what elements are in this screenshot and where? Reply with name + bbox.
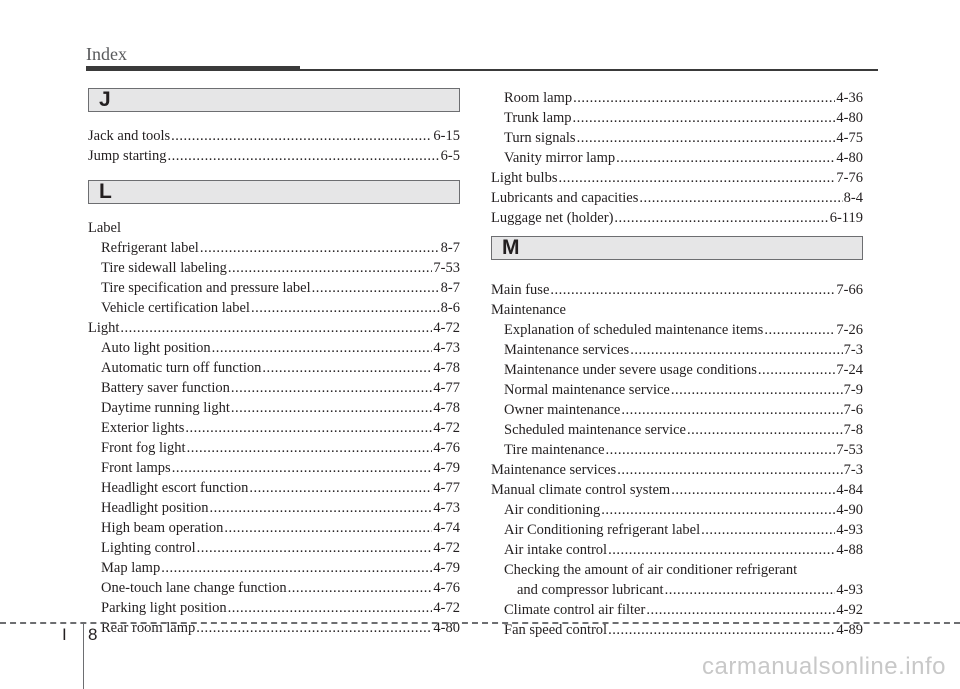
- index-entry: [491, 300, 863, 320]
- entry-label: Explanation of scheduled maintenance items: [504, 322, 764, 338]
- index-entry: [491, 540, 863, 560]
- dot-leader: [288, 578, 433, 598]
- dot-leader: [601, 500, 835, 520]
- section-letter: L: [99, 180, 112, 203]
- entry-label: Room lamp: [504, 90, 573, 106]
- entry-label: Parking light position: [101, 600, 227, 616]
- entry-label: Air intake control: [504, 542, 608, 558]
- index-entry: [491, 460, 863, 480]
- entry-label: Vehicle certification label: [101, 300, 250, 316]
- index-entry: [88, 318, 460, 338]
- entry-page: 4-76: [433, 440, 460, 456]
- index-entry: [88, 478, 460, 498]
- entry-page: 4-75: [836, 130, 863, 146]
- index-entry: [88, 358, 460, 378]
- dot-leader: [558, 168, 835, 188]
- index-entry: [491, 88, 863, 108]
- entry-page: 4-36: [836, 90, 863, 106]
- entry-label: Light: [88, 320, 120, 336]
- index-column-left: [88, 88, 460, 638]
- entry-label: Auto light position: [101, 340, 211, 356]
- dot-leader: [671, 380, 843, 400]
- dot-leader: [249, 478, 432, 498]
- entry-page: 4-93: [836, 582, 863, 598]
- entry-page: 4-74: [433, 520, 460, 536]
- entry-label: Headlight escort function: [101, 480, 249, 496]
- entry-label: Turn signals: [504, 130, 576, 146]
- entry-page: 4-90: [836, 502, 863, 518]
- index-entry: [88, 398, 460, 418]
- dot-leader: [187, 438, 433, 458]
- entry-page: 4-93: [836, 522, 863, 538]
- dot-leader: [665, 580, 836, 600]
- dot-leader: [200, 238, 440, 258]
- index-entry: [88, 238, 460, 258]
- entry-page: 7-76: [836, 170, 863, 186]
- entry-page: 7-24: [836, 362, 863, 378]
- entry-page: 7-8: [843, 422, 863, 438]
- dot-leader: [171, 126, 432, 146]
- dot-leader: [161, 558, 432, 578]
- entry-label: Map lamp: [101, 560, 161, 576]
- entry-label: Maintenance services: [491, 462, 617, 478]
- index-entry: [88, 126, 460, 146]
- entry-page: 4-80: [836, 150, 863, 166]
- entry-page: 4-79: [433, 460, 460, 476]
- entry-label: Vanity mirror lamp: [504, 150, 616, 166]
- index-entry: [491, 108, 863, 128]
- dot-leader: [577, 128, 836, 148]
- entry-page: 7-53: [836, 442, 863, 458]
- entry-label: Label: [88, 220, 122, 236]
- dot-leader: [671, 480, 835, 500]
- index-entry: [88, 218, 460, 238]
- index-entry: [491, 520, 863, 540]
- index-entry: [491, 400, 863, 420]
- entry-page: 8-7: [440, 280, 460, 296]
- dot-leader: [606, 440, 836, 460]
- section-letter: M: [502, 236, 520, 259]
- section-entries-m: [491, 280, 863, 640]
- entry-page: 8-7: [440, 240, 460, 256]
- entry-label: Maintenance: [491, 302, 566, 318]
- index-entry: [491, 380, 863, 400]
- index-entry: [491, 580, 863, 600]
- entry-label: Lubricants and capacities: [491, 190, 639, 206]
- entry-label: Front lamps: [101, 460, 171, 476]
- index-entry: [491, 128, 863, 148]
- entry-page: 7-3: [843, 342, 863, 358]
- dot-leader: [550, 280, 835, 300]
- dot-leader: [228, 598, 433, 618]
- watermark-text: carmanualsonline.info: [702, 653, 946, 680]
- footer-page-number: 8: [88, 625, 98, 644]
- entry-label: Manual climate control system: [491, 482, 671, 498]
- entry-page: 4-72: [433, 420, 460, 436]
- dot-leader: [231, 378, 433, 398]
- entry-page: 4-72: [433, 320, 460, 336]
- section-header-m: [491, 236, 863, 260]
- entry-label: Luggage net (holder): [491, 210, 614, 226]
- dot-leader: [196, 618, 432, 638]
- index-entry: [88, 578, 460, 598]
- section-entries-l: [88, 218, 460, 638]
- dot-leader: [608, 540, 835, 560]
- section-entries-j: [88, 126, 460, 166]
- entry-label: Owner maintenance: [504, 402, 621, 418]
- dot-leader: [120, 318, 432, 338]
- entry-label: Jack and tools: [88, 128, 171, 144]
- entry-label: Tire specification and pressure label: [101, 280, 311, 296]
- index-entry: [491, 420, 863, 440]
- entry-page: 6-119: [829, 210, 863, 226]
- entry-label: One-touch lane change function: [101, 580, 287, 596]
- footer-divider: [83, 622, 84, 689]
- entry-label: Daytime running light: [101, 400, 230, 416]
- entry-page: 7-53: [433, 260, 460, 276]
- entry-label: Tire maintenance: [504, 442, 605, 458]
- index-entry: [88, 258, 460, 278]
- section-letter: J: [99, 88, 111, 111]
- index-entry: [88, 146, 460, 166]
- dot-leader: [573, 88, 835, 108]
- entry-page: 7-9: [843, 382, 863, 398]
- entry-page: 4-76: [433, 580, 460, 596]
- entry-page: 4-84: [836, 482, 863, 498]
- entry-page: 6-5: [440, 148, 460, 164]
- dot-leader: [168, 146, 440, 166]
- dot-leader: [212, 338, 433, 358]
- index-entry: [88, 518, 460, 538]
- index-entry: [491, 500, 863, 520]
- entry-label: Exterior lights: [101, 420, 185, 436]
- entry-label: Rear room lamp: [101, 620, 196, 636]
- dot-leader: [614, 208, 828, 228]
- dot-leader: [210, 498, 433, 518]
- section-entries-l-continued: [491, 88, 863, 228]
- index-entry: [88, 418, 460, 438]
- entry-page: 8-6: [440, 300, 460, 316]
- entry-page: 4-78: [433, 400, 460, 416]
- dot-leader: [172, 458, 433, 478]
- entry-label: Air conditioning: [504, 502, 601, 518]
- dot-leader: [687, 420, 843, 440]
- dot-leader: [630, 340, 842, 360]
- dot-leader: [312, 278, 440, 298]
- entry-label: Light bulbs: [491, 170, 558, 186]
- index-entry: [491, 480, 863, 500]
- entry-page: 6-15: [433, 128, 460, 144]
- dot-leader: [262, 358, 432, 378]
- entry-label: Fan speed control: [504, 622, 608, 638]
- dot-leader: [573, 108, 836, 128]
- index-entry: [491, 360, 863, 380]
- index-entry: [88, 378, 460, 398]
- index-entry: [491, 340, 863, 360]
- entry-page: 8-4: [843, 190, 863, 206]
- entry-label: Front fog light: [101, 440, 186, 456]
- index-entry: [491, 440, 863, 460]
- entry-page: 4-73: [433, 340, 460, 356]
- entry-page: 4-92: [836, 602, 863, 618]
- dot-leader: [639, 188, 842, 208]
- index-entry: [491, 168, 863, 188]
- entry-label: Climate control air filter: [504, 602, 646, 618]
- entry-label: Checking the amount of air conditioner refrigerant: [504, 562, 798, 578]
- dot-leader: [617, 460, 842, 480]
- entry-page: 4-73: [433, 500, 460, 516]
- dot-leader: [621, 400, 842, 420]
- dot-leader: [616, 148, 835, 168]
- entry-label: Lighting control: [101, 540, 196, 556]
- entry-label: Tire sidewall labeling: [101, 260, 227, 276]
- entry-page: 4-77: [433, 380, 460, 396]
- entry-page: 4-89: [836, 622, 863, 638]
- entry-label: Jump starting: [88, 148, 167, 164]
- footer-rule: [0, 622, 960, 624]
- entry-page: 7-6: [843, 402, 863, 418]
- entry-page: 4-72: [433, 600, 460, 616]
- index-entry: [491, 148, 863, 168]
- entry-page: 4-78: [433, 360, 460, 376]
- entry-page: 7-26: [836, 322, 863, 338]
- entry-page: 4-80: [836, 110, 863, 126]
- entry-page: 4-88: [836, 542, 863, 558]
- dot-leader: [228, 258, 432, 278]
- entry-label: High beam operation: [101, 520, 224, 536]
- index-entry: [88, 338, 460, 358]
- index-entry: [88, 458, 460, 478]
- index-entry: [88, 538, 460, 558]
- entry-label: Normal maintenance service: [504, 382, 670, 398]
- index-entry: [491, 560, 863, 580]
- dot-leader: [758, 360, 836, 380]
- entry-page: 4-77: [433, 480, 460, 496]
- dot-leader: [646, 600, 835, 620]
- entry-page: 7-66: [836, 282, 863, 298]
- index-entry: [88, 498, 460, 518]
- dot-leader: [251, 298, 440, 318]
- entry-label: Trunk lamp: [504, 110, 572, 126]
- entry-label: Maintenance under severe usage conditions: [504, 362, 757, 378]
- index-entry: [88, 298, 460, 318]
- entry-page: 4-72: [433, 540, 460, 556]
- index-entry: [491, 280, 863, 300]
- footer-section-letter: I: [62, 625, 67, 644]
- entry-label: Battery saver function: [101, 380, 230, 396]
- index-entry: [88, 558, 460, 578]
- dot-leader: [197, 538, 433, 558]
- entry-label: Air Conditioning refrigerant label: [504, 522, 701, 538]
- entry-label: and compressor lubricant: [517, 582, 664, 598]
- dot-leader: [185, 418, 432, 438]
- index-entry: [491, 320, 863, 340]
- dot-leader: [764, 320, 835, 340]
- entry-label: Maintenance services: [504, 342, 630, 358]
- header-title: Index: [86, 44, 127, 64]
- entry-page: 4-79: [433, 560, 460, 576]
- index-entry: [88, 598, 460, 618]
- index-column-right: [491, 88, 863, 640]
- dot-leader: [231, 398, 433, 418]
- index-entry: [491, 208, 863, 228]
- index-entry: [88, 278, 460, 298]
- index-entry: [491, 600, 863, 620]
- entry-label: Automatic turn off function: [101, 360, 262, 376]
- header-rule-thin: [300, 69, 878, 71]
- dot-leader: [701, 520, 835, 540]
- entry-label: Scheduled maintenance service: [504, 422, 686, 438]
- entry-label: Main fuse: [491, 282, 550, 298]
- entry-label: Refrigerant label: [101, 240, 199, 256]
- entry-page: 4-80: [433, 620, 460, 636]
- entry-page: 7-3: [843, 462, 863, 478]
- header-rule-thick: [86, 66, 300, 71]
- index-entry: [88, 438, 460, 458]
- index-entry: [88, 618, 460, 638]
- section-header-j: [88, 88, 460, 112]
- entry-label: Headlight position: [101, 500, 209, 516]
- section-header-l: [88, 180, 460, 204]
- index-entry: [491, 188, 863, 208]
- dot-leader: [224, 518, 432, 538]
